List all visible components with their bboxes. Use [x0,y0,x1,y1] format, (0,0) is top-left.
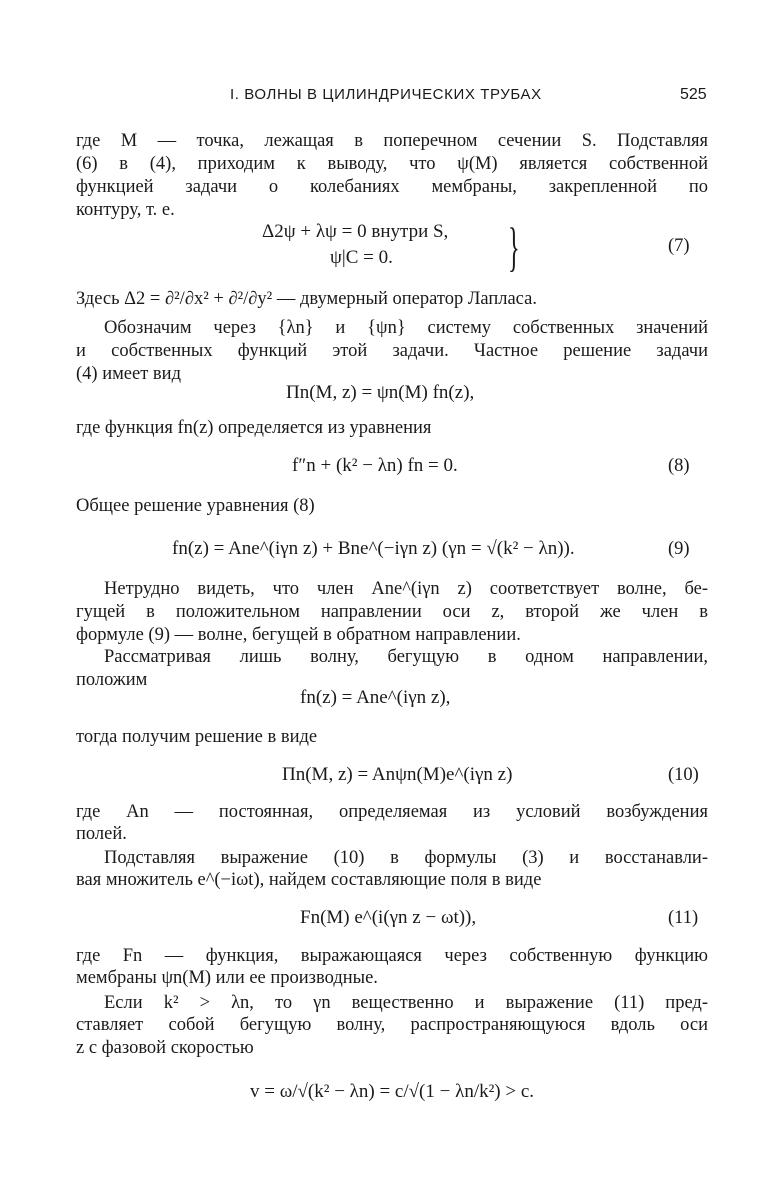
text-line: положим [76,670,148,690]
text-line: формуле (9) — волне, бегущей в обратном направлении. [76,625,521,645]
formula-10: Πn(M, z) = Anψn(M)e^(iγn z) [282,764,513,785]
text-line: Обозначим через {λn} и {ψn} систему собственных значений [104,318,708,338]
curly-brace-icon: } [508,217,520,277]
text-line: Рассматривая лишь волну, бегущую в одном направлении, [104,647,708,667]
formula-11: Fn(M) e^(i(γn z − ωt)), [300,907,477,928]
text-line: Нетрудно видеть, что член Ane^(iγn z) соответствует волне, бе- [104,579,708,599]
text-line: ставляет собой бегущую волну, распространяющуюся вдоль оси [76,1015,708,1035]
text-line: Если k² > λn, то γn вещественно и выражение (11) пред- [104,993,708,1013]
formula-7b: ψ|C = 0. [330,247,393,268]
text-line: z с фазовой скоростью [76,1038,254,1058]
text-line: (6) в (4), приходим к выводу, что ψ(M) является собственной [76,154,708,174]
text-line: функцией задачи о колебаниях мембраны, закрепленной по [76,177,708,197]
equation-number-10: (10) [668,765,699,785]
formula-partial-solution: Πn(M, z) = ψn(M) fn(z), [286,382,475,403]
text-line: где An — постоянная, определяемая из условий возбуждения [76,802,708,822]
text-line: тогда получим решение в виде [76,727,318,747]
text-line: (4) имеет вид [76,364,181,384]
text-line: вая множитель e^(−iωt), найдем составляющие поля в виде [76,870,542,890]
formula-7a: Δ2ψ + λψ = 0 внутри S, [262,221,449,242]
formula-phase-velocity: v = ω/√(k² − λn) = c/√(1 − λn/k²) > c. [250,1081,535,1102]
text-line: и собственных функций этой задачи. Частное решение задачи [76,341,708,361]
text-line: гущей в положительном направлении оси z, второй же член в [76,602,708,622]
text-line: где Fn — функция, выражающаяся через собственную функцию [76,946,708,966]
text-line: Общее решение уравнения (8) [76,496,315,516]
laplace-line: Здесь Δ2 = ∂²/∂x² + ∂²/∂y² — двумерный оператор Лапласа. [76,289,537,309]
formula-9: fn(z) = Ane^(iγn z) + Bne^(−iγn z) (γn = √(k² − λn)). [172,538,575,559]
text-line: Подставляя выражение (10) в формулы (3) и восстанавли- [104,848,708,868]
text-line: контуру, т. е. [76,200,175,220]
page-header [0,86,764,110]
running-title: I. ВОЛНЫ В ЦИЛИНДРИЧЕСКИХ ТРУБАХ [230,86,542,103]
text-line: полей. [76,824,127,844]
text-line: где M — точка, лежащая в поперечном сечении S. Подставляя [76,131,708,151]
formula-8: f″n + (k² − λn) fn = 0. [292,455,458,476]
page-number: 525 [680,86,707,103]
equation-number-11: (11) [668,908,699,928]
equation-number-8: (8) [668,456,690,476]
text-line: где функция fn(z) определяется из уравнения [76,418,432,438]
equation-number-9: (9) [668,539,690,559]
equation-number-7: (7) [668,236,690,256]
text-line: мембраны ψn(M) или ее производные. [76,968,378,988]
formula-f-positive: fn(z) = Ane^(iγn z), [300,687,451,708]
